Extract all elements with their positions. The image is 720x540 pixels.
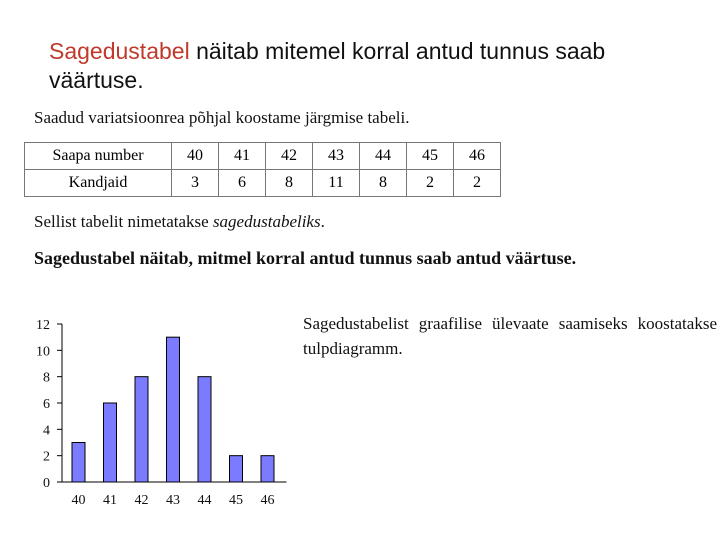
x-tick-label: 46: [260, 493, 275, 508]
table-cell: 6: [219, 170, 266, 197]
table-cell: 41: [219, 143, 266, 170]
bars-group: [72, 337, 274, 482]
definition-text: [34, 212, 325, 232]
bar-41: [104, 403, 117, 482]
definition-prefix: Sellist tabelit nimetatakse: [34, 212, 213, 231]
y-tick-label: 8: [43, 370, 50, 386]
bar-42: [135, 377, 148, 482]
y-tick-label: 10: [36, 344, 50, 360]
x-axis-group: [62, 482, 287, 508]
bar-44: [198, 377, 211, 482]
table-cell: 44: [360, 143, 407, 170]
table-cell: 3: [172, 170, 219, 197]
table-cell: 40: [172, 143, 219, 170]
x-tick-label: 41: [103, 493, 117, 508]
row-header-shoe-size: Saapa number: [25, 143, 172, 170]
table-cell: 2: [407, 170, 454, 197]
x-tick-label: 43: [166, 493, 180, 508]
table-cell: 2: [454, 170, 501, 197]
table-cell: 42: [266, 143, 313, 170]
y-tick-label: 0: [43, 476, 50, 491]
bold-statement: Sagedustabel näitab, mitmel korral antud tunnus saab antud väärtuse.: [34, 248, 577, 268]
table-cell: 46: [454, 143, 501, 170]
definition-suffix: .: [320, 212, 325, 231]
slide-title: [49, 37, 609, 95]
y-tick-label: 6: [43, 397, 50, 412]
table-cell: 11: [313, 170, 360, 197]
table-cell: 8: [266, 170, 313, 197]
intro-text: Saadud variatsioonrea põhjal koostame järgmise tabeli.: [34, 108, 410, 127]
chart-description: Sagedustabelist graafilise ülevaate saamiseks koostatakse tulpdiagramm.: [303, 314, 717, 358]
bar-43: [167, 337, 180, 482]
table-row: [25, 143, 501, 170]
frequency-table: [24, 142, 501, 197]
x-tick-label: 45: [229, 493, 243, 508]
y-tick-label: 12: [36, 318, 50, 333]
bar-chart: [0, 300, 300, 520]
x-tick-label: 40: [71, 493, 86, 508]
x-tick-label: 42: [134, 493, 149, 508]
y-axis-group: [36, 318, 62, 491]
definition-term: sagedustabeliks: [212, 212, 321, 231]
y-tick-label: 2: [43, 449, 50, 465]
title-rest: näitab mitemel korral antud tunnus saab väärtuse.: [49, 38, 606, 93]
bar-45: [230, 456, 243, 482]
row-header-count: Kandjaid: [25, 170, 172, 197]
x-tick-label: 44: [197, 493, 212, 508]
table-cell: 45: [407, 143, 454, 170]
bar-46: [261, 456, 274, 482]
table-cell: 8: [360, 170, 407, 197]
bar-40: [72, 443, 85, 483]
y-tick-label: 4: [43, 423, 50, 439]
title-highlight: Sagedustabel: [49, 38, 190, 64]
table-row: [25, 170, 501, 197]
table-cell: 43: [313, 143, 360, 170]
